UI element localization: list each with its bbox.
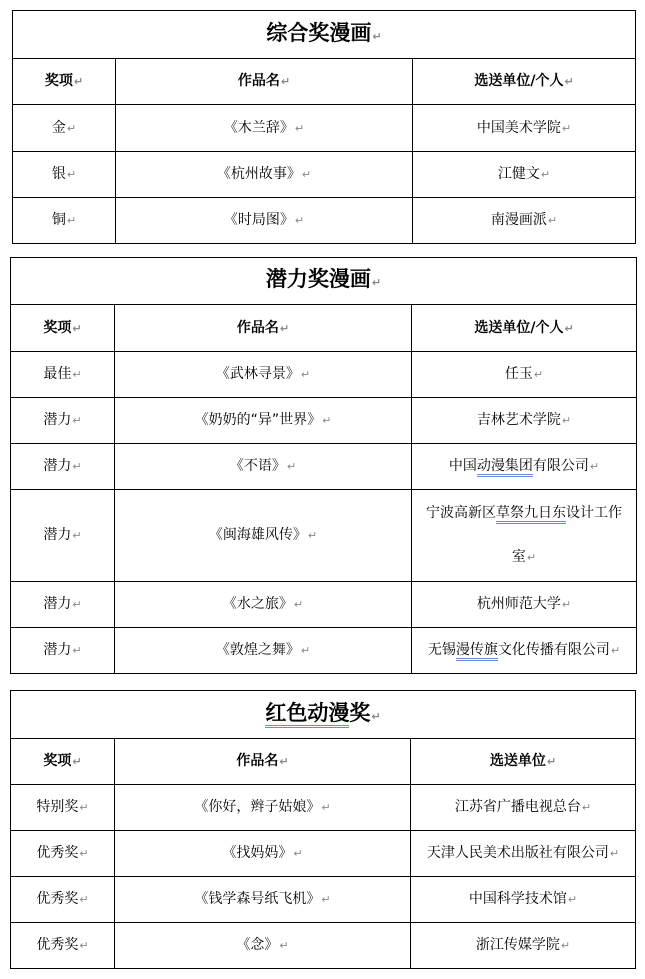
table-row bbox=[11, 490, 637, 582]
table-row bbox=[11, 352, 637, 398]
award-cell: 潜力↵ bbox=[11, 444, 115, 490]
award-cell: 银↵ bbox=[13, 152, 116, 198]
table-row bbox=[11, 923, 636, 969]
sender-cell: 中国科学技术馆↵ bbox=[411, 877, 636, 923]
sender-cell: 江健文↵ bbox=[413, 152, 636, 198]
table-row bbox=[11, 398, 637, 444]
table-row bbox=[11, 831, 636, 877]
sender-cell: 杭州师范大学↵ bbox=[412, 582, 637, 628]
sender-cell: 江苏省广播电视总台↵ bbox=[411, 785, 636, 831]
award-cell: 优秀奖↵ bbox=[11, 831, 115, 877]
comprehensive-award-table bbox=[12, 10, 636, 244]
table-row bbox=[11, 785, 636, 831]
header-award: 奖项↵ bbox=[11, 305, 115, 352]
work-cell: 《念》↵ bbox=[115, 923, 411, 969]
work-cell: 《木兰辞》↵ bbox=[116, 105, 413, 152]
sender-cell: 中国动漫集团有限公司↵ bbox=[412, 444, 637, 490]
table-row bbox=[13, 152, 636, 198]
table-row bbox=[11, 444, 637, 490]
work-cell: 《钱学森号纸飞机》↵ bbox=[115, 877, 411, 923]
work-cell: 《闽海雄风传》↵ bbox=[115, 490, 412, 582]
header-work: 作品名↵ bbox=[116, 59, 413, 105]
sender-cell: 南漫画派↵ bbox=[413, 198, 636, 244]
table-row bbox=[13, 105, 636, 152]
table-row bbox=[11, 877, 636, 923]
work-cell: 《杭州故事》↵ bbox=[116, 152, 413, 198]
award-cell: 优秀奖↵ bbox=[11, 877, 115, 923]
award-cell: 特别奖↵ bbox=[11, 785, 115, 831]
header-sender: 选送单位/个人↵ bbox=[413, 59, 636, 105]
award-cell: 金↵ bbox=[13, 105, 116, 152]
section-title: 潜力奖漫画↵ bbox=[11, 258, 637, 305]
work-cell: 《武林寻景》↵ bbox=[115, 352, 412, 398]
sender-cell: 中国美术学院↵ bbox=[413, 105, 636, 152]
sender-cell: 任玉↵ bbox=[412, 352, 637, 398]
sender-cell: 吉林艺术学院↵ bbox=[412, 398, 637, 444]
table-header-row bbox=[13, 59, 636, 105]
section-title: 红色动漫奖↵ bbox=[11, 691, 636, 739]
table-row bbox=[13, 198, 636, 244]
table-header-row bbox=[11, 305, 637, 352]
header-sender: 选送单位↵ bbox=[411, 739, 636, 785]
work-cell: 《水之旅》↵ bbox=[115, 582, 412, 628]
award-cell: 潜力↵ bbox=[11, 582, 115, 628]
award-cell: 优秀奖↵ bbox=[11, 923, 115, 969]
header-work: 作品名↵ bbox=[115, 739, 411, 785]
work-cell: 《你好，辫子姑娘》↵ bbox=[115, 785, 411, 831]
work-cell: 《不语》↵ bbox=[115, 444, 412, 490]
award-cell: 潜力↵ bbox=[11, 398, 115, 444]
section-title: 综合奖漫画↵ bbox=[13, 11, 636, 59]
award-cell: 最佳↵ bbox=[11, 352, 115, 398]
table-row bbox=[11, 628, 637, 674]
header-award: 奖项↵ bbox=[13, 59, 116, 105]
table-header-row bbox=[11, 739, 636, 785]
header-work: 作品名↵ bbox=[115, 305, 412, 352]
header-sender: 选送单位/个人↵ bbox=[412, 305, 637, 352]
award-cell: 铜↵ bbox=[13, 198, 116, 244]
work-cell: 《找妈妈》↵ bbox=[115, 831, 411, 877]
work-cell: 《敦煌之舞》↵ bbox=[115, 628, 412, 674]
sender-cell: 浙江传媒学院↵ bbox=[411, 923, 636, 969]
potential-award-table bbox=[10, 257, 637, 674]
work-cell: 《奶奶的“异”世界》↵ bbox=[115, 398, 412, 444]
sender-cell: 无锡漫传旗文化传播有限公司↵ bbox=[412, 628, 637, 674]
table-row bbox=[11, 582, 637, 628]
red-animation-award-table bbox=[10, 690, 636, 969]
header-award: 奖项↵ bbox=[11, 739, 115, 785]
sender-cell: 宁波高新区草祭九日东设计工作 室↵ bbox=[412, 490, 637, 582]
sender-cell: 天津人民美术出版社有限公司↵ bbox=[411, 831, 636, 877]
work-cell: 《时局图》↵ bbox=[116, 198, 413, 244]
award-cell: 潜力↵ bbox=[11, 628, 115, 674]
award-cell: 潜力↵ bbox=[11, 490, 115, 582]
